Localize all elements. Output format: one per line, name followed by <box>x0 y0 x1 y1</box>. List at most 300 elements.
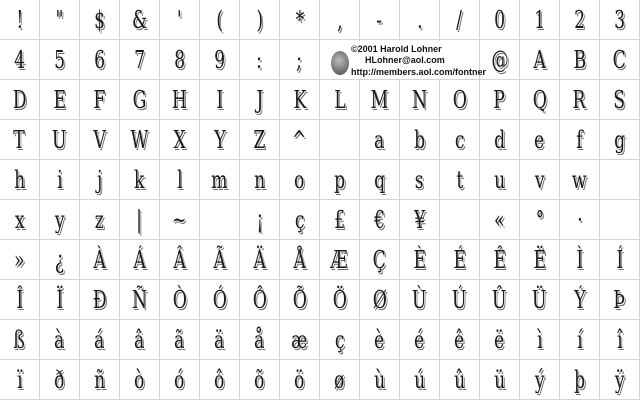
glyph-cell <box>120 0 160 40</box>
glyph-cell <box>240 200 280 240</box>
glyph-cell <box>560 280 600 320</box>
glyph-cell <box>520 280 560 320</box>
glyph: H <box>171 85 188 114</box>
glyph: £ <box>333 205 346 234</box>
glyph-cell <box>320 360 360 400</box>
glyph-cell <box>40 120 80 160</box>
glyph: ö <box>294 365 305 394</box>
glyph-cell <box>0 320 40 360</box>
glyph: f <box>576 125 583 154</box>
glyph-cell <box>240 320 280 360</box>
glyph: S <box>613 85 626 114</box>
glyph-cell <box>600 80 640 120</box>
glyph-cell <box>200 200 240 240</box>
glyph-cell <box>360 200 400 240</box>
glyph-cell <box>480 160 520 200</box>
glyph: J <box>256 85 263 114</box>
glyph: ú <box>413 365 426 394</box>
glyph-cell <box>480 200 520 240</box>
glyph: i <box>56 165 63 194</box>
glyph-cell <box>160 120 200 160</box>
glyph-cell <box>600 280 640 320</box>
glyph: ( <box>216 5 223 34</box>
glyph: t <box>456 165 463 194</box>
glyph-cell <box>0 280 40 320</box>
glyph-cell <box>280 40 320 80</box>
glyph: ç <box>294 205 305 234</box>
glyph: ò <box>134 365 145 394</box>
glyph: ô <box>214 365 225 394</box>
glyph-cell <box>120 200 160 240</box>
glyph-cell <box>520 320 560 360</box>
glyph-cell <box>480 280 520 320</box>
glyph: · <box>576 205 583 234</box>
glyph: A <box>533 45 546 74</box>
glyph: V <box>93 125 106 154</box>
glyph-cell <box>80 360 120 400</box>
glyph: . <box>416 5 423 34</box>
glyph-cell <box>80 0 120 40</box>
glyph: È <box>413 245 426 274</box>
glyph-cell <box>600 240 640 280</box>
glyph-cell <box>240 280 280 320</box>
glyph: 1 <box>533 5 546 34</box>
glyph: 0 <box>493 5 506 34</box>
glyph: O <box>452 85 467 114</box>
glyph: F <box>93 85 106 114</box>
glyph-cell <box>480 80 520 120</box>
glyph-cell <box>40 240 80 280</box>
glyph-cell <box>600 160 640 200</box>
glyph-cell <box>360 120 400 160</box>
glyph-cell <box>440 280 480 320</box>
glyph-cell <box>480 120 520 160</box>
glyph: w <box>572 165 587 194</box>
glyph-cell <box>200 40 240 80</box>
glyph: ì <box>536 325 543 354</box>
glyph-cell <box>160 40 200 80</box>
glyph: N <box>411 85 428 114</box>
glyph-cell <box>200 0 240 40</box>
glyph-cell <box>360 240 400 280</box>
glyph: ø <box>334 365 345 394</box>
glyph: Ô <box>252 285 267 314</box>
credit-email: HLohner@aol.com <box>365 55 445 65</box>
glyph-cell <box>480 240 520 280</box>
glyph: ; <box>296 45 303 74</box>
glyph-cell <box>120 360 160 400</box>
glyph: Ø <box>372 285 387 314</box>
glyph-cell <box>80 240 120 280</box>
glyph: " <box>55 5 64 34</box>
glyph: M <box>370 85 389 114</box>
glyph: ¡ <box>256 205 263 234</box>
glyph: « <box>494 205 505 234</box>
glyph-cell <box>280 240 320 280</box>
glyph: l <box>176 165 183 194</box>
glyph: Ý <box>573 285 586 314</box>
glyph-cell <box>400 360 440 400</box>
glyph: k <box>134 165 145 194</box>
glyph: ° <box>535 205 544 234</box>
glyph: / <box>456 5 463 34</box>
glyph-cell <box>0 360 40 400</box>
glyph: Ì <box>576 245 583 274</box>
credit-url: http://members.aol.com/fontner <box>351 67 487 77</box>
glyph-cell <box>400 320 440 360</box>
glyph-cell <box>240 80 280 120</box>
glyph-cell <box>120 160 160 200</box>
glyph-cell <box>440 240 480 280</box>
glyph: n <box>253 165 266 194</box>
glyph: å <box>254 325 265 354</box>
glyph-cell <box>560 240 600 280</box>
glyph-cell <box>280 0 320 40</box>
glyph: e <box>534 125 545 154</box>
glyph-cell <box>40 160 80 200</box>
glyph: ç <box>334 325 345 354</box>
glyph-cell <box>320 320 360 360</box>
glyph: 7 <box>133 45 146 74</box>
glyph: ä <box>214 325 225 354</box>
glyph: ' <box>177 5 182 34</box>
glyph-cell <box>600 360 640 400</box>
glyph-cell <box>360 0 400 40</box>
glyph: L <box>333 85 346 114</box>
glyph-cell <box>40 320 80 360</box>
glyph: » <box>14 245 25 274</box>
glyph: Ö <box>332 285 347 314</box>
glyph: ó <box>174 365 185 394</box>
glyph: 2 <box>573 5 586 34</box>
glyph: K <box>293 85 306 114</box>
glyph-cell <box>200 120 240 160</box>
glyph-cell <box>0 240 40 280</box>
glyph: - <box>376 5 383 34</box>
glyph-cell <box>160 240 200 280</box>
glyph: E <box>53 85 66 114</box>
glyph-cell <box>360 160 400 200</box>
glyph-cell <box>440 160 480 200</box>
glyph-cell <box>440 120 480 160</box>
glyph-cell <box>520 240 560 280</box>
glyph: Î <box>16 285 23 314</box>
glyph: Ú <box>452 285 467 314</box>
glyph: ü <box>493 365 506 394</box>
glyph: g <box>613 125 626 154</box>
glyph-cell <box>560 0 600 40</box>
glyph: Ü <box>532 285 547 314</box>
glyph: à <box>54 325 65 354</box>
glyph-cell <box>80 320 120 360</box>
glyph-cell <box>40 40 80 80</box>
glyph-cell <box>440 360 480 400</box>
glyph: Æ <box>330 245 349 274</box>
glyph-cell <box>0 200 40 240</box>
glyph-cell <box>360 360 400 400</box>
glyph-cell <box>80 120 120 160</box>
glyph-cell <box>320 240 360 280</box>
glyph-cell <box>0 160 40 200</box>
glyph: À <box>93 245 106 274</box>
glyph-cell <box>200 280 240 320</box>
glyph: ¥ <box>413 205 426 234</box>
glyph-cell <box>160 80 200 120</box>
glyph: R <box>572 85 587 114</box>
glyph: æ <box>291 325 308 354</box>
glyph: u <box>493 165 506 194</box>
glyph: ñ <box>93 365 106 394</box>
glyph: Â <box>173 245 186 274</box>
glyph: Á <box>133 245 146 274</box>
glyph: C <box>612 45 627 74</box>
glyph-cell <box>80 200 120 240</box>
glyph: ë <box>494 325 505 354</box>
glyph: â <box>134 325 145 354</box>
glyph-cell <box>520 360 560 400</box>
glyph-cell <box>520 80 560 120</box>
glyph: v <box>534 165 545 194</box>
glyph-cell <box>560 40 600 80</box>
glyph-cell <box>480 320 520 360</box>
glyph: û <box>453 365 466 394</box>
glyph: Ç <box>372 245 387 274</box>
glyph: q <box>373 165 386 194</box>
glyph-cell <box>560 80 600 120</box>
glyph: Õ <box>292 285 307 314</box>
glyph: Ã <box>213 245 226 274</box>
glyph: € <box>373 205 386 234</box>
glyph: ã <box>174 325 185 354</box>
glyph: G <box>132 85 147 114</box>
glyph-cell <box>400 120 440 160</box>
glyph-cell <box>160 280 200 320</box>
glyph: h <box>13 165 26 194</box>
glyph: ð <box>54 365 65 394</box>
glyph-cell <box>280 80 320 120</box>
glyph-cell <box>320 0 360 40</box>
glyph: I <box>216 85 223 114</box>
glyph-cell <box>120 80 160 120</box>
glyph: x <box>14 205 25 234</box>
glyph: 4 <box>13 45 26 74</box>
glyph: p <box>333 165 346 194</box>
glyph-cell <box>320 280 360 320</box>
glyph: Ê <box>493 245 506 274</box>
glyph-cell <box>200 240 240 280</box>
glyph: b <box>413 125 426 154</box>
glyph: c <box>454 125 465 154</box>
glyph-cell <box>600 320 640 360</box>
glyph: y <box>54 205 65 234</box>
glyph-cell <box>160 200 200 240</box>
glyph-cell <box>440 0 480 40</box>
glyph: Ó <box>212 285 227 314</box>
glyph-cell <box>600 200 640 240</box>
glyph-cell <box>600 0 640 40</box>
glyph: ß <box>13 325 26 354</box>
glyph-cell <box>280 200 320 240</box>
glyph-cell <box>280 360 320 400</box>
glyph: & <box>131 5 148 34</box>
glyph-cell <box>440 200 480 240</box>
glyph: Ð <box>92 285 107 314</box>
glyph-cell <box>320 200 360 240</box>
glyph: Z <box>253 125 266 154</box>
glyph-cell <box>80 280 120 320</box>
glyph-cell <box>240 120 280 160</box>
glyph-cell <box>200 80 240 120</box>
glyph: É <box>453 245 466 274</box>
glyph-cell <box>240 160 280 200</box>
glyph: @ <box>490 45 509 74</box>
glyph: Ò <box>172 285 187 314</box>
glyph-cell <box>320 120 360 160</box>
glyph-cell <box>280 320 320 360</box>
glyph-cell <box>560 200 600 240</box>
glyph: B <box>573 45 586 74</box>
glyph: j <box>96 165 103 194</box>
glyph-cell <box>80 80 120 120</box>
glyph-cell <box>40 80 80 120</box>
glyph-cell <box>40 360 80 400</box>
glyph: Y <box>213 125 226 154</box>
glyph: á <box>94 325 105 354</box>
glyph-cell <box>560 160 600 200</box>
glyph-cell <box>440 320 480 360</box>
glyph-cell <box>400 80 440 120</box>
glyph-cell <box>0 80 40 120</box>
glyph-cell <box>120 320 160 360</box>
glyph-cell <box>240 0 280 40</box>
glyph-cell <box>120 280 160 320</box>
glyph: é <box>414 325 425 354</box>
glyph-cell <box>320 160 360 200</box>
glyph: D <box>12 85 27 114</box>
glyph-cell <box>360 280 400 320</box>
glyph-cell <box>360 80 400 120</box>
glyph-cell <box>440 80 480 120</box>
glyph: a <box>374 125 385 154</box>
glyph: : <box>256 45 263 74</box>
glyph-cell <box>120 120 160 160</box>
glyph: 5 <box>53 45 66 74</box>
glyph: ù <box>373 365 386 394</box>
glyph: ý <box>534 365 545 394</box>
glyph: 3 <box>613 5 626 34</box>
glyph-cell <box>480 0 520 40</box>
glyph: 8 <box>173 45 186 74</box>
glyph: W <box>130 125 149 154</box>
glyph-cell <box>280 160 320 200</box>
glyph-cell <box>520 160 560 200</box>
glyph: , <box>336 5 343 34</box>
glyph-cell <box>400 240 440 280</box>
glyph: T <box>13 125 26 154</box>
glyph-cell <box>560 320 600 360</box>
glyph-cell <box>40 280 80 320</box>
font-credit-block <box>321 41 487 79</box>
glyph: m <box>211 165 228 194</box>
glyph: ÿ <box>614 365 625 394</box>
glyph: ~ <box>172 205 187 234</box>
glyph-cell <box>520 0 560 40</box>
glyph-cell <box>0 0 40 40</box>
glyph: o <box>294 165 305 194</box>
glyph: s <box>415 165 424 194</box>
glyph-cell <box>0 40 40 80</box>
glyph: ) <box>256 5 263 34</box>
glyph-cell <box>240 40 280 80</box>
glyph: Q <box>532 85 547 114</box>
glyph-cell <box>80 160 120 200</box>
glyph-cell <box>520 40 560 80</box>
glyph-cell <box>320 80 360 120</box>
glyph: Å <box>293 245 306 274</box>
glyph-cell <box>160 0 200 40</box>
glyph: Ù <box>412 285 427 314</box>
glyph: z <box>94 205 105 234</box>
glyph: ï <box>16 365 23 394</box>
glyph-cell <box>520 120 560 160</box>
glyph: í <box>576 325 583 354</box>
glyph: õ <box>254 365 265 394</box>
glyph-cell <box>280 120 320 160</box>
glyph: U <box>52 125 67 154</box>
glyph: Ï <box>56 285 63 314</box>
glyph: Í <box>616 245 623 274</box>
glyph: Þ <box>613 285 626 314</box>
glyph-cell <box>200 160 240 200</box>
glyph-cell <box>200 320 240 360</box>
glyph-cell <box>600 120 640 160</box>
glyph: d <box>493 125 506 154</box>
glyph: X <box>173 125 186 154</box>
glyph-cell <box>160 320 200 360</box>
glyph: * <box>295 5 304 34</box>
glyph: | <box>136 205 143 234</box>
glyph: 9 <box>213 45 226 74</box>
glyph-cell <box>200 360 240 400</box>
glyph-cell <box>40 200 80 240</box>
credit-copyright: ©2001 Harold Lohner <box>351 44 442 54</box>
glyph-cell <box>400 160 440 200</box>
glyph: 6 <box>93 45 106 74</box>
glyph-cell <box>480 360 520 400</box>
glyph: þ <box>573 365 586 394</box>
glyph-cell <box>400 200 440 240</box>
glyph: Ë <box>533 245 546 274</box>
glyph-cell <box>120 240 160 280</box>
glyph: $ <box>93 5 106 34</box>
glyph-cell <box>400 0 440 40</box>
glyph: ¿ <box>54 245 65 274</box>
glyph-cell <box>520 200 560 240</box>
glyph-cell <box>80 40 120 80</box>
glyph-cell <box>240 360 280 400</box>
glyph: ê <box>454 325 465 354</box>
glyph-cell <box>360 320 400 360</box>
glyph-cell <box>280 280 320 320</box>
glyph: Û <box>492 285 507 314</box>
glyph-cell <box>560 120 600 160</box>
glyph-cell <box>40 0 80 40</box>
glyph-cell <box>0 120 40 160</box>
glyph: î <box>616 325 623 354</box>
glyph-cell <box>160 360 200 400</box>
glyph-cell <box>120 40 160 80</box>
glyph-cell <box>560 360 600 400</box>
